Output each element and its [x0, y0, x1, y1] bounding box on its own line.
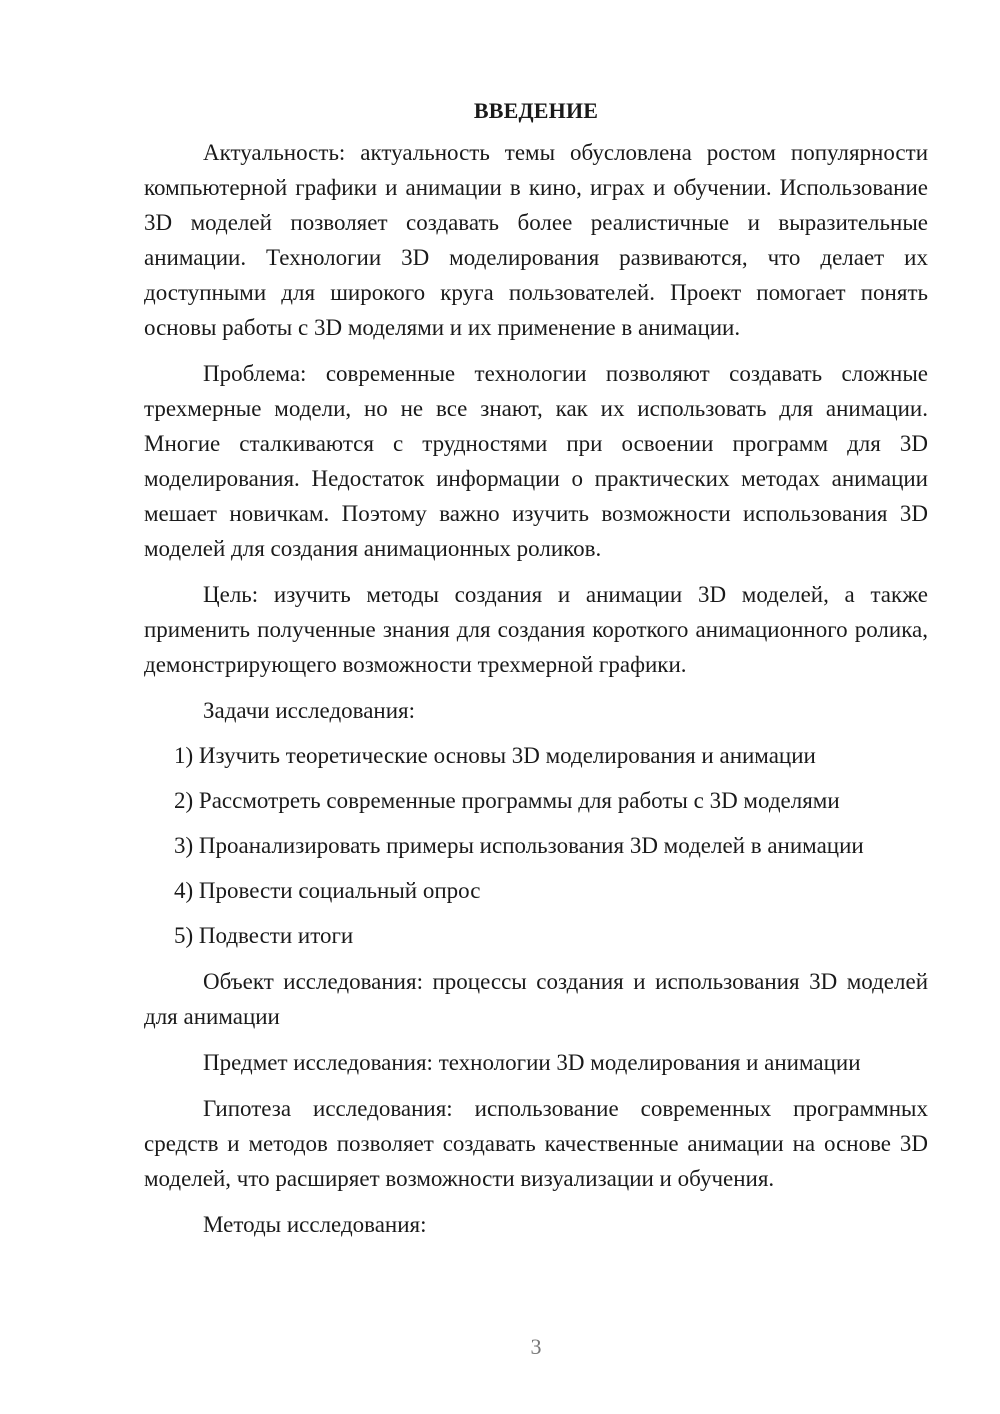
list-item: 3) Проанализировать примеры использования 3D моделей в анимации	[174, 833, 864, 858]
tasks-title: Задачи исследования:	[203, 698, 416, 723]
research-subject-paragraph: Предмет исследования: технологии 3D моделирования и анимации	[203, 1050, 861, 1075]
list-item: 2) Рассмотреть современные программы для работы с 3D моделями	[174, 788, 840, 813]
list-item: 1) Изучить теоретические основы 3D моделирования и анимации	[174, 743, 816, 768]
hypothesis-paragraph: Гипотеза исследования: использование современных программных средств и методов позволяет создавать качественные анимации на основе 3D моделей, что расширяет возможности визуализации и обучения.	[144, 1096, 928, 1191]
goal-paragraph: Цель: изучить методы создания и анимации 3D моделей, а также применить полученные знания для создания короткого анимационного ролика, демонстрирующего возможности трехмерной графики.	[144, 582, 928, 677]
page-title: ВВЕДЕНИЕ	[473, 98, 599, 123]
page-content	[144, 96, 928, 1242]
problem-paragraph: Проблема: современные технологии позволяют создавать сложные трехмерные модели, но не все знают, как их использовать для анимации. Многие сталкиваются с трудностями при освоении программ для 3D моделирования. Недостаток информации о практических методах анимации мешает новичкам. Поэтому важно изучить возможности использования 3D моделей для создания анимационных роликов.	[144, 361, 928, 561]
methods-paragraph: Методы исследования:	[203, 1212, 427, 1237]
tasks-list	[144, 738, 928, 953]
list-item: 5) Подвести итоги	[174, 923, 354, 948]
page-number: 3	[530, 1334, 542, 1359]
list-item: 4) Провести социальный опрос	[174, 878, 481, 903]
relevance-paragraph: Актуальность: актуальность темы обусловлена ростом популярности компьютерной графики и анимации в кино, играх и обучении. Использование 3D моделей позволяет создавать более реалистичные и выразительные анимации. Технологии 3D моделирования развиваются, что делает их доступными для широкого круга пользователей. Проект помогает понять основы работы с 3D моделями и их применение в анимации.	[144, 140, 928, 340]
research-object-paragraph: Объект исследования: процессы создания и использования 3D моделей для анимации	[144, 969, 928, 1029]
